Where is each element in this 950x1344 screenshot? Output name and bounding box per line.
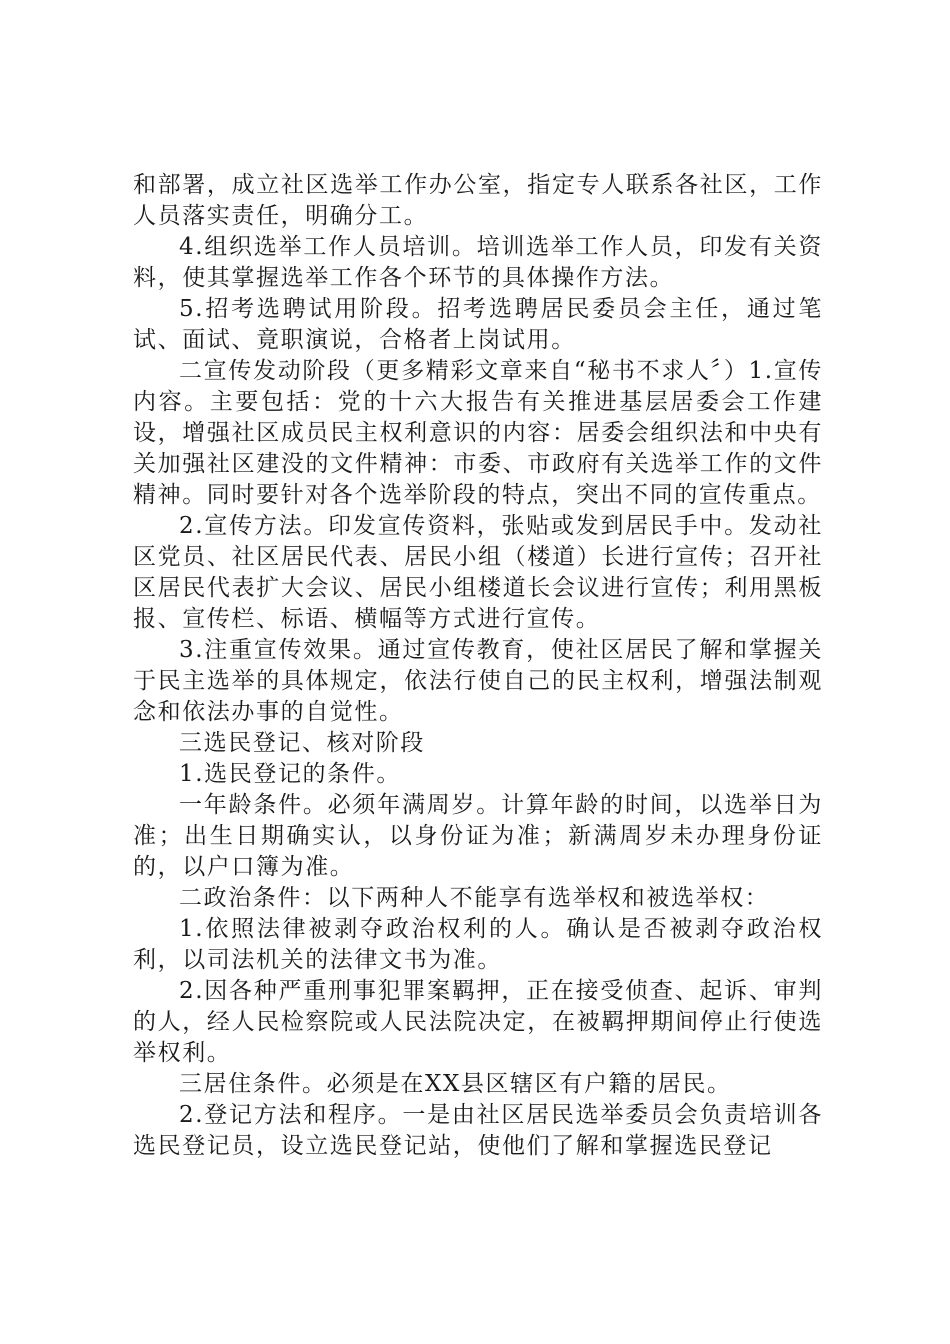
paragraph: 二宣传发动阶段（更多精彩文章来自“秘书不求人〞）1.宣传内容。主要包括：党的十六大报告有关推进基层居委会工作建设，增强社区成员民主权利意识的内容：居委会组织法和中央有关加强社区建没的文件精神：市委、市政府有关选举工作的文件精神。同时要针对各个选举阶段的特点，突出不同的宣传重点。 [133,358,823,508]
paragraph: 三居住条件。必须是在XX县区辖区有户籍的居民。 [179,1071,732,1097]
paragraph: 2.因各种严重刑事犯罪案羁押，正在接受侦查、起诉、审判的人，经人民检察院或人民法院决定，在被羁押期间停止行使选举权利。 [133,978,823,1066]
paragraph: 1.依照法律被剥夺政治权利的人。确认是否被剥夺政治权利，以司法机关的法律文书为准。 [133,916,823,973]
paragraph: 3.注重宣传效果。通过宣传教育，使社区居民了解和掌握关于民主选举的具体规定，依法行使自己的民主权利，增强法制观念和依法办事的自觉性。 [133,637,823,725]
paragraph: 2.登记方法和程序。一是由社区居民选举委员会负责培训各选民登记员，设立选民登记站，使他们了解和掌握选民登记 [133,1102,823,1159]
document-body [133,170,823,1162]
paragraph: 5.招考选聘试用阶段。招考选聘居民委员会主任，通过笔试、面试、竟职演说，合格者上岗试用。 [133,296,823,353]
paragraph: 2.宣传方法。印发宣传资料，张贴或发到居民手中。发动社区党员、社区居民代表、居民小组（楼道）长进行宣传；召开社区居民代表扩大会议、居民小组楼道长会议进行宣传；利用黑板报、宣传栏、标语、横幅等方式进行宣传。 [133,513,823,632]
paragraph: 1.选民登记的条件。 [179,761,401,787]
paragraph: 一年龄条件。必须年满周岁。计算年龄的时间，以选举日为准；出生日期确实认，以身份证为准；新满周岁未办理身份证的，以户口簿为准。 [133,792,823,880]
paragraph: 4.组织选举工作人员培训。培训选举工作人员，印发有关资料，使其掌握选举工作各个环节的具体操作方法。 [133,234,823,291]
section-heading: 三选民登记、核对阶段 [179,730,425,756]
paragraph: 二政治条件：以下两种人不能享有选举权和被选举权： [179,885,770,911]
paragraph: 和部署，成立社区选举工作办公室，指定专人联系各社区，工作人员落实责任，明确分工。 [133,172,823,229]
